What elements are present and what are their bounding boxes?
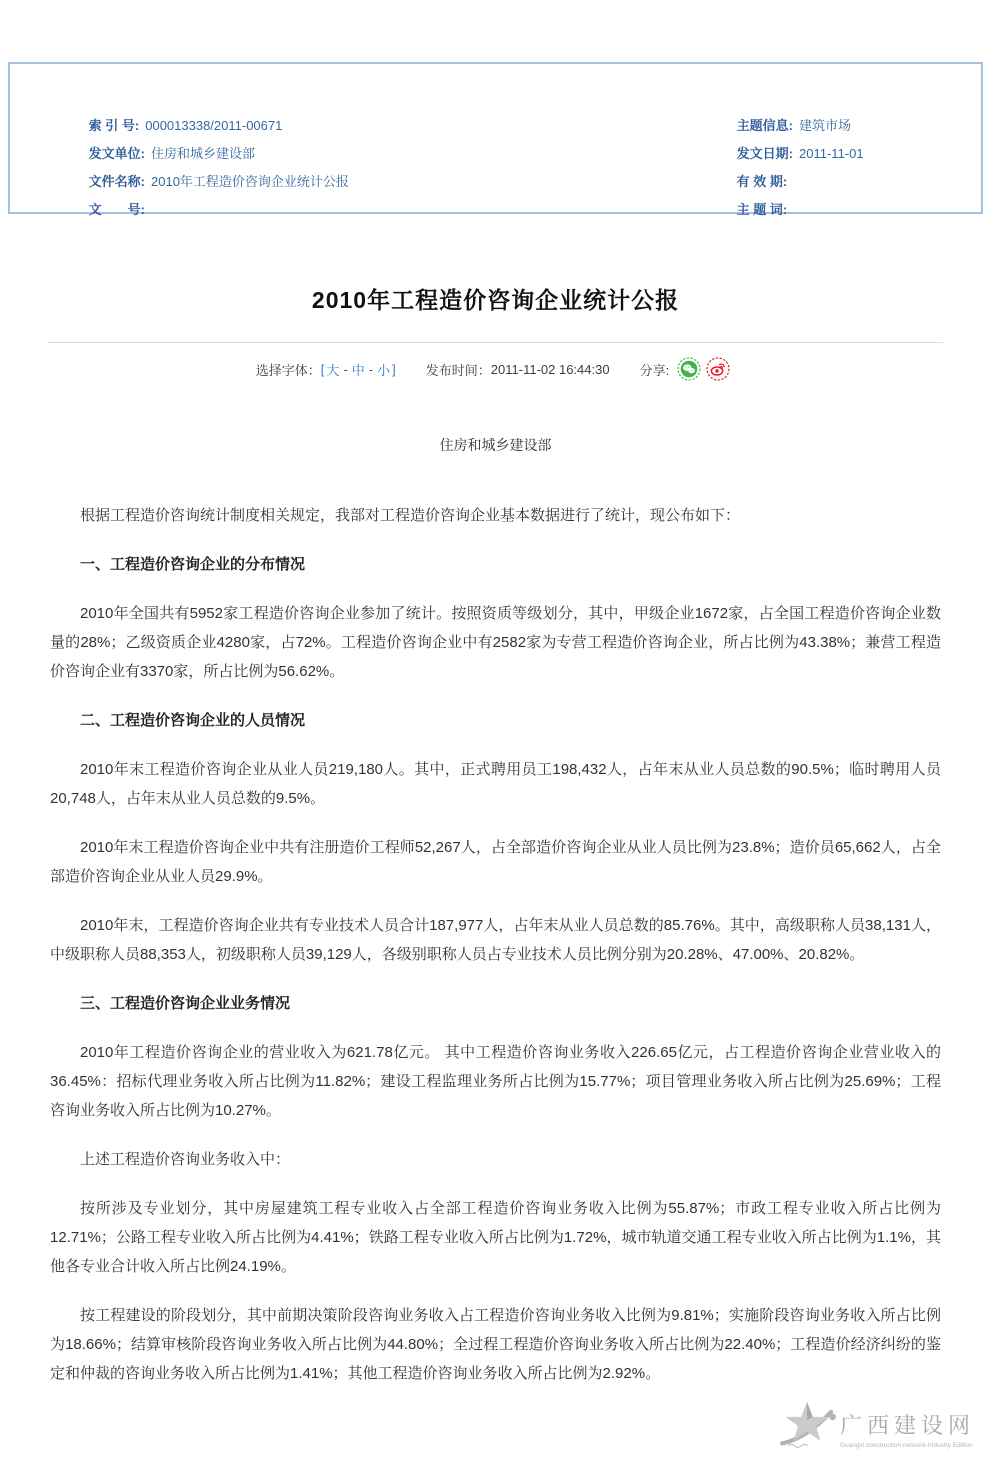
meta-label: 文 号: xyxy=(88,202,146,217)
byline-ministry: 住房和城乡建设部 xyxy=(439,437,552,453)
font-size-separator: - xyxy=(368,361,374,377)
wechat-share-icon[interactable] xyxy=(677,357,701,381)
publish-time-label: 发布时间： xyxy=(425,362,491,378)
font-size-large-link[interactable]: 大 xyxy=(326,362,340,378)
paragraph: 按工程建设的阶段划分，其中前期决策阶段咨询业务收入占工程造价咨询业务收入比例为9.81%；实施阶段咨询业务收入所占比例为18.66%；结算审核阶段咨询业务收入所占比例为44.80%；全过程工程造价咨询业务收入所占比例为22.40%；工程造价经济纠纷的鉴定和仲裁的咨询业务收入所占比例为1.41%；其他工程造价咨询业务收入所占比例为2.92%。 xyxy=(50,1307,941,1382)
page xyxy=(0,62,991,1463)
meta-value: 000013338/2011-00671 xyxy=(145,118,283,133)
page-title: 2010年工程造价咨询企业统计公报 xyxy=(311,287,680,313)
share-group xyxy=(640,357,736,381)
section-heading-2: 二、工程造价咨询企业的人员情况 xyxy=(80,712,306,729)
meta-label: 主题信息: xyxy=(736,118,794,133)
font-size-separator: - xyxy=(343,361,348,377)
watermark-site-name: 广西建设网 xyxy=(840,1412,976,1438)
bracket-close: ] xyxy=(392,361,396,377)
paragraph: 2010年全国共有5952家工程造价咨询企业参加了统计。按照资质等级划分，其中，甲级企业1672家，占全国工程造价咨询企业数量的28%；乙级资质企业4280家，占72%。工程造价咨询企业中有2582家为专营工程造价咨询企业，所占比例为43.38%；兼营工程造价咨询企业有3370家，所占比例为56.62%。 xyxy=(50,605,941,680)
paragraph: 2010年末，工程造价咨询企业共有专业技术人员合计187,977人，占年末从业人员总数的85.76%。其中，高级职称人员38,131人，中级职称人员88,353人，初级职称人员39,129人，各级别职称人员占专业技术人员比例分别为20.28%、47.00%、20.82%。 xyxy=(50,917,941,963)
watermark-logo xyxy=(778,1400,986,1457)
meta-value: 住房和城乡建设部 xyxy=(151,146,256,161)
meta-value: 建筑市场 xyxy=(799,118,852,133)
meta-label: 发文单位: xyxy=(88,146,146,161)
weibo-share-icon[interactable] xyxy=(706,357,730,381)
font-size-small-link[interactable]: 小 xyxy=(377,362,391,378)
document-meta-box xyxy=(8,62,983,217)
star-logo-icon xyxy=(778,1400,836,1457)
section-heading-1: 一、工程造价咨询企业的分布情况 xyxy=(80,556,306,573)
title-divider xyxy=(48,342,943,343)
publish-time-value: 2011-11-02 16:44:30 xyxy=(490,361,610,377)
article-body xyxy=(50,501,941,1388)
paragraph: 2010年末工程造价咨询企业中共有注册造价工程师52,267人，占全部造价咨询企业从业人员比例为23.8%；造价员65,662人，占全部造价咨询企业从业人员29.9%。 xyxy=(50,839,941,885)
paragraph: 上述工程造价咨询业务收入中： xyxy=(80,1151,291,1168)
section-heading-3: 三、工程造价咨询企业业务情况 xyxy=(80,995,291,1012)
paragraph: 根据工程造价咨询统计制度相关规定，我部对工程造价咨询企业基本数据进行了统计，现公布如下： xyxy=(80,507,741,524)
meta-label: 文件名称: xyxy=(88,174,146,189)
meta-label: 有 效 期: xyxy=(736,174,788,189)
share-label: 分享: xyxy=(639,362,670,378)
publish-time-group xyxy=(426,360,610,379)
article-toolbar xyxy=(0,356,991,382)
meta-label: 主 题 词: xyxy=(736,202,788,217)
meta-label: 发文日期: xyxy=(736,146,794,161)
font-select-label: 选择字体： xyxy=(255,362,321,378)
paragraph: 2010年末工程造价咨询企业从业人员219,180人。其中，正式聘用员工198,432人，占年末从业人员总数的90.5%；临时聘用人员20,748人，占年末从业人员总数的9.5%。 xyxy=(50,761,941,807)
meta-row-topic-info xyxy=(715,84,981,133)
font-size-selector xyxy=(256,360,396,379)
meta-label: 索 引 号: xyxy=(88,118,140,133)
meta-value: 2011-11-01 xyxy=(799,146,864,161)
paragraph: 2010年工程造价咨询企业的营业收入为621.78亿元。 其中工程造价咨询业务收入226.65亿元，占工程造价咨询企业营业收入的36.45%：招标代理业务收入所占比例为11.82%；建设工程监理业务所占比例为15.77%；项目管理业务收入所占比例为25.69%；工程咨询业务收入所占比例为10.27%。 xyxy=(50,1044,941,1119)
meta-value: 2010年工程造价咨询企业统计公报 xyxy=(151,174,349,189)
meta-column-right xyxy=(715,84,981,217)
paragraph: 按所涉及专业划分，其中房屋建筑工程专业收入占全部工程造价咨询业务收入比例为55.87%；市政工程专业收入所占比例为12.71%；公路工程专业收入所占比例为4.41%；铁路工程专业收入所占比例为1.72%，城市轨道交通工程专业收入所占比例为1.1%，其他各专业合计收入所占比例24.19%。 xyxy=(50,1200,941,1275)
meta-row-index-number xyxy=(67,84,715,133)
watermark-text xyxy=(840,1409,975,1449)
bracket-open: [ xyxy=(320,361,325,377)
font-size-medium-link[interactable]: 中 xyxy=(351,362,365,378)
meta-column-left xyxy=(67,84,715,217)
watermark-tagline: Guangxi construction network-Industry Edition xyxy=(840,1441,973,1449)
